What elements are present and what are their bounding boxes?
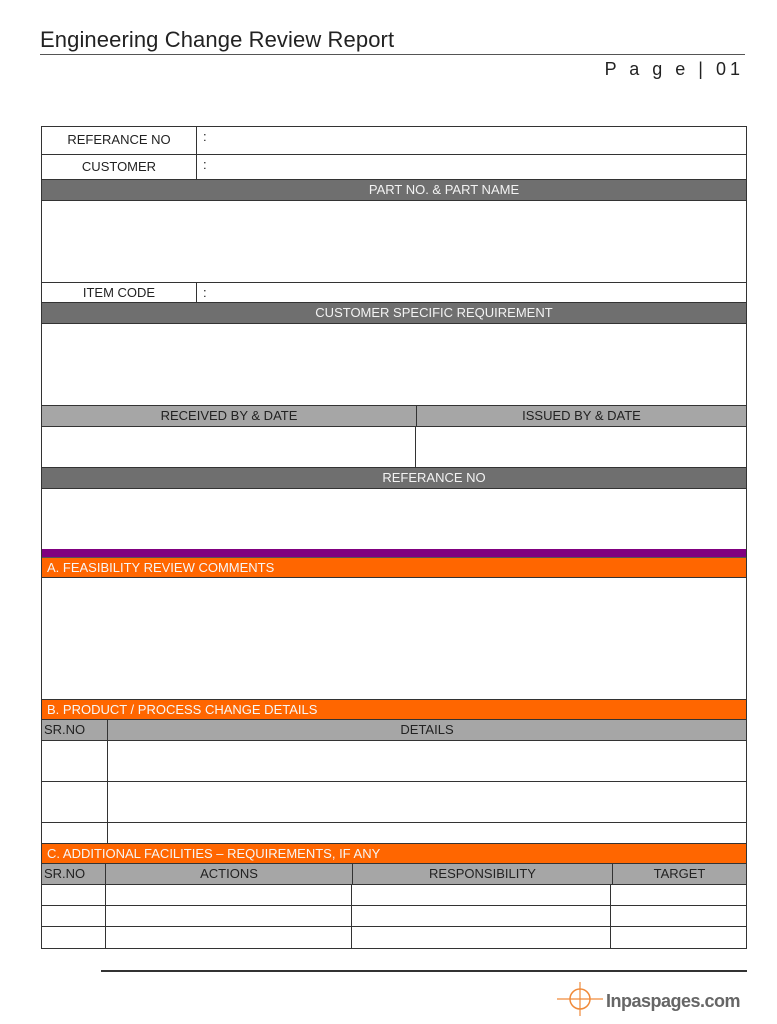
details-cell[interactable] [108, 782, 746, 822]
signoff-row [42, 427, 746, 468]
reference-no-row [42, 127, 746, 155]
part-no-field[interactable] [42, 201, 746, 283]
title-divider [40, 54, 745, 55]
responsibility-cell[interactable] [352, 927, 611, 948]
feasibility-comments-field[interactable] [42, 578, 746, 700]
reference-no-colon: : [203, 129, 207, 144]
crosshair-icon [557, 982, 603, 1021]
target-cell[interactable] [611, 885, 746, 905]
item-code-field[interactable] [197, 283, 746, 302]
section-c-columns [42, 864, 746, 885]
section-c-header: C. ADDITIONAL FACILITIES – REQUIREMENTS, IF ANY [42, 844, 746, 864]
sr-no-column: SR.NO [42, 864, 106, 884]
section-b-columns [42, 720, 746, 741]
sr-no-cell[interactable] [42, 782, 108, 822]
sr-no-cell[interactable] [42, 906, 106, 926]
received-by-field[interactable] [42, 427, 416, 467]
item-code-row [42, 283, 746, 303]
part-no-header [42, 180, 746, 201]
sr-no-cell[interactable] [42, 823, 108, 843]
table-row [42, 823, 746, 844]
actions-cell[interactable] [106, 885, 352, 905]
sr-no-cell[interactable] [42, 741, 108, 781]
page-number: P a g e | 01 [604, 59, 744, 79]
report-title: Engineering Change Review Report [40, 27, 395, 52]
purple-divider [42, 549, 746, 558]
table-row [42, 927, 746, 949]
responsibility-cell[interactable] [352, 885, 611, 905]
customer-field[interactable] [197, 155, 746, 179]
details-cell[interactable] [108, 741, 746, 781]
details-cell[interactable] [108, 823, 746, 843]
target-cell[interactable] [611, 927, 746, 948]
reference-field[interactable] [42, 489, 746, 549]
customer-colon: : [203, 157, 207, 172]
table-row [42, 741, 746, 782]
actions-column: ACTIONS [106, 864, 353, 884]
section-a-header: A. FEASIBILITY REVIEW COMMENTS [42, 558, 746, 578]
logo-text: Inpaspages.com [606, 991, 741, 1011]
reference-header [42, 468, 746, 489]
csr-field[interactable] [42, 324, 746, 406]
part-no-header-label: PART NO. & PART NAME [368, 182, 520, 197]
sr-no-column: SR.NO [42, 720, 108, 740]
table-row [42, 885, 746, 906]
item-code-colon: : [203, 285, 207, 300]
sr-no-cell[interactable] [42, 927, 106, 948]
section-b-header: B. PRODUCT / PROCESS CHANGE DETAILS [42, 700, 746, 720]
responsibility-column: RESPONSIBILITY [353, 864, 613, 884]
actions-cell[interactable] [106, 906, 352, 926]
target-column: TARGET [653, 866, 706, 881]
reference-header-label: REFERANCE NO [382, 470, 486, 485]
customer-row [42, 155, 746, 180]
issued-by-field[interactable] [416, 427, 746, 467]
item-code-label: ITEM CODE [42, 283, 197, 302]
issued-by-label: ISSUED BY & DATE [522, 408, 641, 423]
actions-cell[interactable] [106, 927, 352, 948]
responsibility-cell[interactable] [352, 906, 611, 926]
reference-no-label: REFERANCE NO [42, 127, 197, 154]
brand-logo [557, 982, 740, 1021]
sr-no-cell[interactable] [42, 885, 106, 905]
signoff-header [42, 406, 746, 427]
table-row [42, 906, 746, 927]
footer-divider [101, 970, 747, 972]
csr-header [42, 303, 746, 324]
received-by-label: RECEIVED BY & DATE [42, 406, 417, 426]
customer-label: CUSTOMER [42, 155, 197, 179]
target-cell[interactable] [611, 906, 746, 926]
details-column: DETAILS [400, 722, 454, 737]
table-row [42, 782, 746, 823]
reference-no-field[interactable] [197, 127, 746, 154]
csr-header-label: CUSTOMER SPECIFIC REQUIREMENT [315, 305, 553, 320]
report-form [41, 126, 747, 949]
